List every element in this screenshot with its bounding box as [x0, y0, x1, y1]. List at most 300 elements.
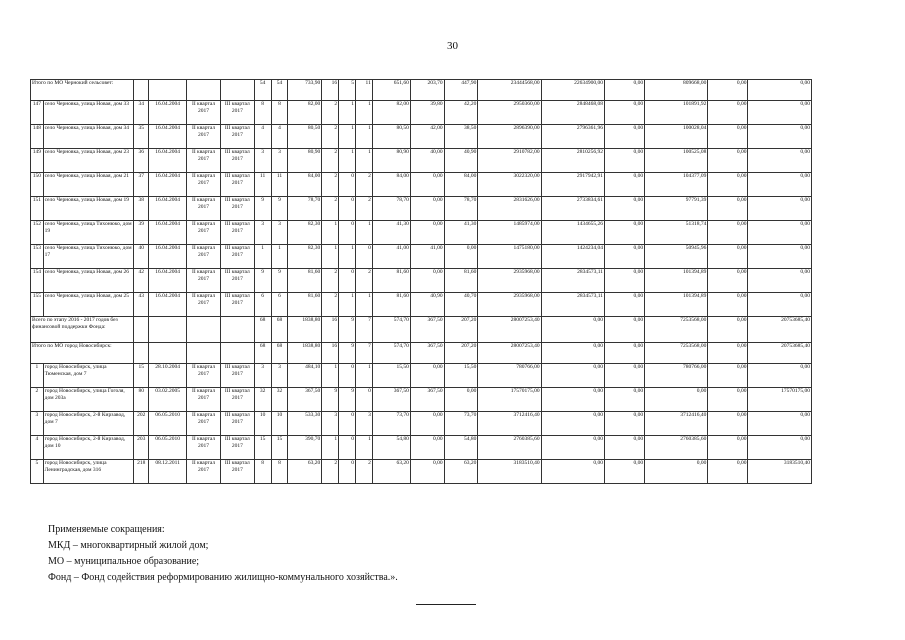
- value-cell: 1: [322, 245, 339, 269]
- value-cell: 0,00: [748, 149, 812, 173]
- document-number: 80: [134, 388, 149, 412]
- value-cell: 41,30: [444, 221, 478, 245]
- total-value: 68: [271, 343, 288, 364]
- value-cell: 3: [254, 149, 271, 173]
- value-cell: 3712416,40: [645, 412, 708, 436]
- value-cell: 15: [254, 436, 271, 460]
- start-quarter: II квартал 2017: [187, 293, 221, 317]
- value-cell: 0,00: [444, 388, 478, 412]
- address-cell: село Черновка, улица Новая, дом 34: [43, 125, 134, 149]
- row-number: 154: [31, 269, 44, 293]
- value-cell: 2917942,91: [541, 173, 604, 197]
- total-value: 367,50: [410, 343, 444, 364]
- value-cell: 0,00: [748, 364, 812, 388]
- address-cell: село Черновка, улица Новая, дом 23: [43, 149, 134, 173]
- value-cell: 1: [322, 364, 339, 388]
- value-cell: 2760385,60: [478, 436, 541, 460]
- value-cell: 0,00: [541, 364, 604, 388]
- address-cell: город Новосибирск, улица Ленинградская, дом 316: [43, 460, 134, 484]
- total-value: 0,00: [541, 317, 604, 343]
- value-cell: 32: [254, 388, 271, 412]
- value-cell: 1: [322, 436, 339, 460]
- end-quarter: III квартал 2017: [220, 460, 254, 484]
- table-row: [31, 125, 812, 149]
- value-cell: 2831626,00: [478, 197, 541, 221]
- value-cell: 6: [254, 293, 271, 317]
- value-cell: 1: [355, 101, 372, 125]
- empty-cell: [220, 80, 254, 101]
- value-cell: 101891,92: [645, 101, 708, 125]
- total-value: 7253568,00: [645, 317, 708, 343]
- value-cell: 82,00: [288, 101, 322, 125]
- row-number: 1: [31, 364, 44, 388]
- document-date: 03.02.2005: [149, 388, 187, 412]
- value-cell: 3: [271, 149, 288, 173]
- value-cell: 3712416,40: [478, 412, 541, 436]
- total-value: 1838,80: [288, 317, 322, 343]
- table-row: [31, 460, 812, 484]
- end-quarter: III квартал 2017: [220, 364, 254, 388]
- document-date: 16.04.2004: [149, 125, 187, 149]
- value-cell: 0,00: [604, 149, 644, 173]
- total-value: 68: [254, 343, 271, 364]
- document-date: 16.04.2004: [149, 101, 187, 125]
- value-cell: 1: [355, 149, 372, 173]
- value-cell: 1: [339, 149, 356, 173]
- value-cell: 367,50: [372, 388, 410, 412]
- start-quarter: II квартал 2017: [187, 173, 221, 197]
- total-value: 733,90: [288, 80, 322, 101]
- value-cell: 15,50: [444, 364, 478, 388]
- value-cell: 0,00: [410, 436, 444, 460]
- value-cell: 0,00: [748, 412, 812, 436]
- value-cell: 0,00: [708, 221, 748, 245]
- address-cell: город Новосибирск, 2-й Кирзавод, дом 10: [43, 436, 134, 460]
- address-cell: село Черновка, улица Тихонюко, дом 19: [43, 221, 134, 245]
- value-cell: 11: [254, 173, 271, 197]
- end-quarter: III квартал 2017: [220, 293, 254, 317]
- document-date: 16.04.2004: [149, 245, 187, 269]
- value-cell: 484,10: [288, 364, 322, 388]
- table-row: [31, 364, 812, 388]
- document-number: 43: [134, 293, 149, 317]
- address-cell: село Черновка, улица Новая, дом 26: [43, 269, 134, 293]
- total-value: 16: [322, 80, 339, 101]
- value-cell: 40,70: [444, 293, 478, 317]
- total-value: 367,50: [410, 317, 444, 343]
- row-number: 153: [31, 245, 44, 269]
- total-value: 7253568,00: [645, 343, 708, 364]
- document-number: 34: [134, 101, 149, 125]
- empty-cell: [187, 80, 221, 101]
- value-cell: 80,90: [372, 149, 410, 173]
- value-cell: 1: [355, 293, 372, 317]
- total-value: 809668,00: [645, 80, 708, 101]
- value-cell: 0,00: [708, 364, 748, 388]
- value-cell: 104377,09: [645, 173, 708, 197]
- value-cell: 0: [355, 388, 372, 412]
- value-cell: 100028,04: [645, 125, 708, 149]
- value-cell: 0,00: [444, 245, 478, 269]
- value-cell: 0: [355, 245, 372, 269]
- total-value: 22634900,00: [541, 80, 604, 101]
- value-cell: 2760385,60: [645, 436, 708, 460]
- value-cell: 32: [271, 388, 288, 412]
- value-cell: 84,00: [444, 173, 478, 197]
- value-cell: 17570175,00: [748, 388, 812, 412]
- document-date: 16.04.2004: [149, 173, 187, 197]
- value-cell: 1: [339, 101, 356, 125]
- value-cell: 6: [271, 293, 288, 317]
- table-body: [31, 80, 812, 484]
- row-number: 155: [31, 293, 44, 317]
- row-number: 2: [31, 388, 44, 412]
- document-number: 218: [134, 460, 149, 484]
- page-number: 30: [447, 40, 458, 52]
- value-cell: 10: [271, 412, 288, 436]
- address-cell: село Черновка, улица Новая, дом 21: [43, 173, 134, 197]
- document-date: 16.04.2004: [149, 149, 187, 173]
- address-cell: город Новосибирск, 2-й Кирзавод, дом 7: [43, 412, 134, 436]
- value-cell: 9: [271, 269, 288, 293]
- end-quarter: III квартал 2017: [220, 245, 254, 269]
- value-cell: 8: [254, 460, 271, 484]
- value-cell: 0,00: [410, 364, 444, 388]
- table-row: [31, 149, 812, 173]
- footer-divider: [416, 604, 476, 605]
- end-quarter: III квартал 2017: [220, 436, 254, 460]
- table-row: [31, 101, 812, 125]
- value-cell: 15,50: [372, 364, 410, 388]
- row-number: 151: [31, 197, 44, 221]
- value-cell: 0,00: [604, 412, 644, 436]
- total-label: Всего по этапу 2016 - 2017 годов без финансовой поддержки Фонда:: [31, 317, 134, 343]
- value-cell: 0,00: [645, 388, 708, 412]
- value-cell: 84,00: [372, 173, 410, 197]
- value-cell: 0,00: [748, 101, 812, 125]
- total-value: 54: [254, 80, 271, 101]
- notes-title: Применяемые сокращения:: [48, 524, 165, 535]
- end-quarter: III квартал 2017: [220, 197, 254, 221]
- empty-cell: [134, 317, 149, 343]
- total-value: 207,20: [444, 317, 478, 343]
- value-cell: 41,00: [372, 245, 410, 269]
- value-cell: 9: [322, 388, 339, 412]
- value-cell: 2950360,00: [478, 101, 541, 125]
- value-cell: 0,00: [748, 125, 812, 149]
- value-cell: 0: [339, 269, 356, 293]
- total-value: 0,00: [708, 80, 748, 101]
- value-cell: 0,00: [604, 245, 644, 269]
- document-number: 202: [134, 412, 149, 436]
- value-cell: 1: [355, 364, 372, 388]
- start-quarter: II квартал 2017: [187, 436, 221, 460]
- value-cell: 1: [322, 221, 339, 245]
- note-line: Фонд – Фонд содействия реформированию жилищно-коммунального хозяйства.».: [48, 572, 398, 583]
- value-cell: 82,30: [288, 221, 322, 245]
- total-value: 0,00: [604, 80, 644, 101]
- empty-cell: [187, 343, 221, 364]
- value-cell: 1475180,00: [478, 245, 541, 269]
- total-row: [31, 343, 812, 364]
- value-cell: 82,00: [372, 101, 410, 125]
- value-cell: 39,80: [410, 101, 444, 125]
- value-cell: 0: [339, 412, 356, 436]
- document-date: 06.05.2010: [149, 436, 187, 460]
- total-value: 54: [271, 80, 288, 101]
- table-row: [31, 197, 812, 221]
- value-cell: 1: [339, 245, 356, 269]
- document-number: 42: [134, 269, 149, 293]
- value-cell: 0,00: [410, 460, 444, 484]
- total-label: Итого по МО Чернокий сельсовет:: [31, 80, 134, 101]
- document-date: 16.04.2004: [149, 293, 187, 317]
- value-cell: 1424234,04: [541, 245, 604, 269]
- value-cell: 2: [322, 173, 339, 197]
- value-cell: 80,50: [288, 125, 322, 149]
- start-quarter: II квартал 2017: [187, 412, 221, 436]
- document-date: 16.04.2004: [149, 269, 187, 293]
- start-quarter: II квартал 2017: [187, 125, 221, 149]
- empty-cell: [187, 317, 221, 343]
- value-cell: 8: [271, 101, 288, 125]
- value-cell: 51318,74: [645, 221, 708, 245]
- value-cell: 81,60: [444, 269, 478, 293]
- row-number: 4: [31, 436, 44, 460]
- table-row: [31, 388, 812, 412]
- value-cell: 9: [271, 197, 288, 221]
- total-value: 9: [339, 317, 356, 343]
- table-row: [31, 412, 812, 436]
- value-cell: 2: [355, 173, 372, 197]
- value-cell: 0,00: [708, 388, 748, 412]
- table-row: [31, 245, 812, 269]
- value-cell: 1: [355, 436, 372, 460]
- total-value: 68: [254, 317, 271, 343]
- document-number: 38: [134, 197, 149, 221]
- value-cell: 63,20: [444, 460, 478, 484]
- value-cell: 73,70: [444, 412, 478, 436]
- value-cell: 1: [355, 125, 372, 149]
- value-cell: 101394,89: [645, 269, 708, 293]
- value-cell: 17570175,00: [478, 388, 541, 412]
- value-cell: 367,50: [410, 388, 444, 412]
- address-cell: село Черновка, улица Новая, дом 33: [43, 101, 134, 125]
- value-cell: 780766,00: [478, 364, 541, 388]
- total-value: 16: [322, 317, 339, 343]
- value-cell: 2: [322, 197, 339, 221]
- value-cell: 41,00: [410, 245, 444, 269]
- value-cell: 97791,39: [645, 197, 708, 221]
- abbreviations-notes: [48, 522, 398, 586]
- total-value: 207,20: [444, 343, 478, 364]
- value-cell: 0,00: [708, 436, 748, 460]
- value-cell: 0: [339, 173, 356, 197]
- value-cell: 78,70: [444, 197, 478, 221]
- empty-cell: [134, 343, 149, 364]
- document-number: 35: [134, 125, 149, 149]
- value-cell: 81,60: [372, 269, 410, 293]
- address-cell: село Черновка, улица Тихонюко, дом 17: [43, 245, 134, 269]
- address-cell: город Новосибирск, улица Тюменская, дом 7: [43, 364, 134, 388]
- value-cell: 2834573,11: [541, 269, 604, 293]
- value-cell: 0,00: [604, 221, 644, 245]
- value-cell: 2: [322, 460, 339, 484]
- start-quarter: II квартал 2017: [187, 245, 221, 269]
- value-cell: 2733834,61: [541, 197, 604, 221]
- start-quarter: II квартал 2017: [187, 388, 221, 412]
- start-quarter: II квартал 2017: [187, 221, 221, 245]
- value-cell: 3183510,40: [748, 460, 812, 484]
- end-quarter: III квартал 2017: [220, 412, 254, 436]
- value-cell: 0: [339, 436, 356, 460]
- value-cell: 40,00: [410, 149, 444, 173]
- row-number: 5: [31, 460, 44, 484]
- value-cell: 780766,00: [645, 364, 708, 388]
- document-number: 39: [134, 221, 149, 245]
- value-cell: 0,00: [708, 412, 748, 436]
- value-cell: 0,00: [604, 388, 644, 412]
- end-quarter: III квартал 2017: [220, 221, 254, 245]
- value-cell: 0,00: [708, 173, 748, 197]
- row-number: 150: [31, 173, 44, 197]
- value-cell: 42,00: [410, 125, 444, 149]
- start-quarter: II квартал 2017: [187, 364, 221, 388]
- total-value: 68: [271, 317, 288, 343]
- start-quarter: II квартал 2017: [187, 149, 221, 173]
- total-value: 20753685,40: [748, 343, 812, 364]
- value-cell: 2896390,00: [478, 125, 541, 149]
- value-cell: 0,00: [748, 436, 812, 460]
- value-cell: 50945,96: [645, 245, 708, 269]
- total-value: 28007253,40: [478, 317, 541, 343]
- total-value: 0,00: [604, 317, 644, 343]
- total-label: Итого по МО город Новосибирск:: [31, 343, 134, 364]
- value-cell: 0,00: [604, 125, 644, 149]
- value-cell: 9: [254, 197, 271, 221]
- value-cell: 0,00: [410, 173, 444, 197]
- value-cell: 0,00: [708, 245, 748, 269]
- value-cell: 0,00: [708, 293, 748, 317]
- document-date: 06.05.2010: [149, 412, 187, 436]
- value-cell: 0,00: [604, 101, 644, 125]
- value-cell: 2: [322, 293, 339, 317]
- value-cell: 38,50: [444, 125, 478, 149]
- value-cell: 0,00: [748, 197, 812, 221]
- value-cell: 0,00: [708, 125, 748, 149]
- document-number: 37: [134, 173, 149, 197]
- value-cell: 1434655,26: [541, 221, 604, 245]
- total-value: 23444568,00: [478, 80, 541, 101]
- value-cell: 10: [254, 412, 271, 436]
- value-cell: 0,00: [748, 293, 812, 317]
- row-number: 147: [31, 101, 44, 125]
- total-value: 5: [339, 80, 356, 101]
- total-row: [31, 80, 812, 101]
- value-cell: 0,00: [604, 269, 644, 293]
- value-cell: 0,00: [604, 197, 644, 221]
- total-value: 0,00: [708, 317, 748, 343]
- value-cell: 101394,89: [645, 293, 708, 317]
- row-number: 149: [31, 149, 44, 173]
- value-cell: 390,70: [288, 436, 322, 460]
- value-cell: 0,00: [748, 173, 812, 197]
- address-cell: село Черновка, улица Новая, дом 25: [43, 293, 134, 317]
- value-cell: 2: [322, 149, 339, 173]
- note-line: МО – муниципальное образование;: [48, 556, 200, 567]
- value-cell: 100525,08: [645, 149, 708, 173]
- value-cell: 82,30: [288, 245, 322, 269]
- value-cell: 0: [339, 197, 356, 221]
- value-cell: 367,50: [288, 388, 322, 412]
- total-value: 574,70: [372, 317, 410, 343]
- document-number: 36: [134, 149, 149, 173]
- value-cell: 1: [254, 245, 271, 269]
- value-cell: 1: [355, 221, 372, 245]
- total-value: 1838,80: [288, 343, 322, 364]
- value-cell: 0,00: [604, 364, 644, 388]
- document-number: 15: [134, 364, 149, 388]
- total-value: 20753685,40: [748, 317, 812, 343]
- table-row: [31, 293, 812, 317]
- table-row: [31, 173, 812, 197]
- start-quarter: II квартал 2017: [187, 269, 221, 293]
- value-cell: 0,00: [410, 221, 444, 245]
- table-row: [31, 436, 812, 460]
- document-date: 28.10.2004: [149, 364, 187, 388]
- total-value: 0,00: [748, 80, 812, 101]
- value-cell: 63,20: [372, 460, 410, 484]
- document-date: 08.12.2011: [149, 460, 187, 484]
- address-cell: город Новосибирск, улица Гоголя, дом 203а: [43, 388, 134, 412]
- total-value: 7: [355, 317, 372, 343]
- total-value: 203,70: [410, 80, 444, 101]
- value-cell: 0,00: [708, 269, 748, 293]
- document-number: 40: [134, 245, 149, 269]
- value-cell: 8: [254, 101, 271, 125]
- total-row: [31, 317, 812, 343]
- empty-cell: [149, 343, 187, 364]
- total-value: 28007253,40: [478, 343, 541, 364]
- value-cell: 78,70: [288, 197, 322, 221]
- value-cell: 0,00: [410, 269, 444, 293]
- value-cell: 0,00: [708, 101, 748, 125]
- value-cell: 0,00: [410, 197, 444, 221]
- value-cell: 81,60: [288, 293, 322, 317]
- value-cell: 0,00: [708, 460, 748, 484]
- address-cell: село Черновка, улица Новая, дом 19: [43, 197, 134, 221]
- value-cell: 0: [339, 460, 356, 484]
- value-cell: 0,00: [604, 173, 644, 197]
- value-cell: 84,00: [288, 173, 322, 197]
- value-cell: 42,20: [444, 101, 478, 125]
- end-quarter: III квартал 2017: [220, 149, 254, 173]
- value-cell: 8: [271, 460, 288, 484]
- value-cell: 3183510,40: [478, 460, 541, 484]
- start-quarter: II квартал 2017: [187, 460, 221, 484]
- value-cell: 2810256,92: [541, 149, 604, 173]
- value-cell: 0,00: [708, 149, 748, 173]
- document-date: 16.04.2004: [149, 197, 187, 221]
- start-quarter: II квартал 2017: [187, 101, 221, 125]
- value-cell: 3: [322, 412, 339, 436]
- value-cell: 2: [322, 269, 339, 293]
- value-cell: 0,00: [410, 412, 444, 436]
- value-cell: 0,00: [708, 197, 748, 221]
- value-cell: 41,30: [372, 221, 410, 245]
- value-cell: 0,00: [541, 460, 604, 484]
- empty-cell: [149, 317, 187, 343]
